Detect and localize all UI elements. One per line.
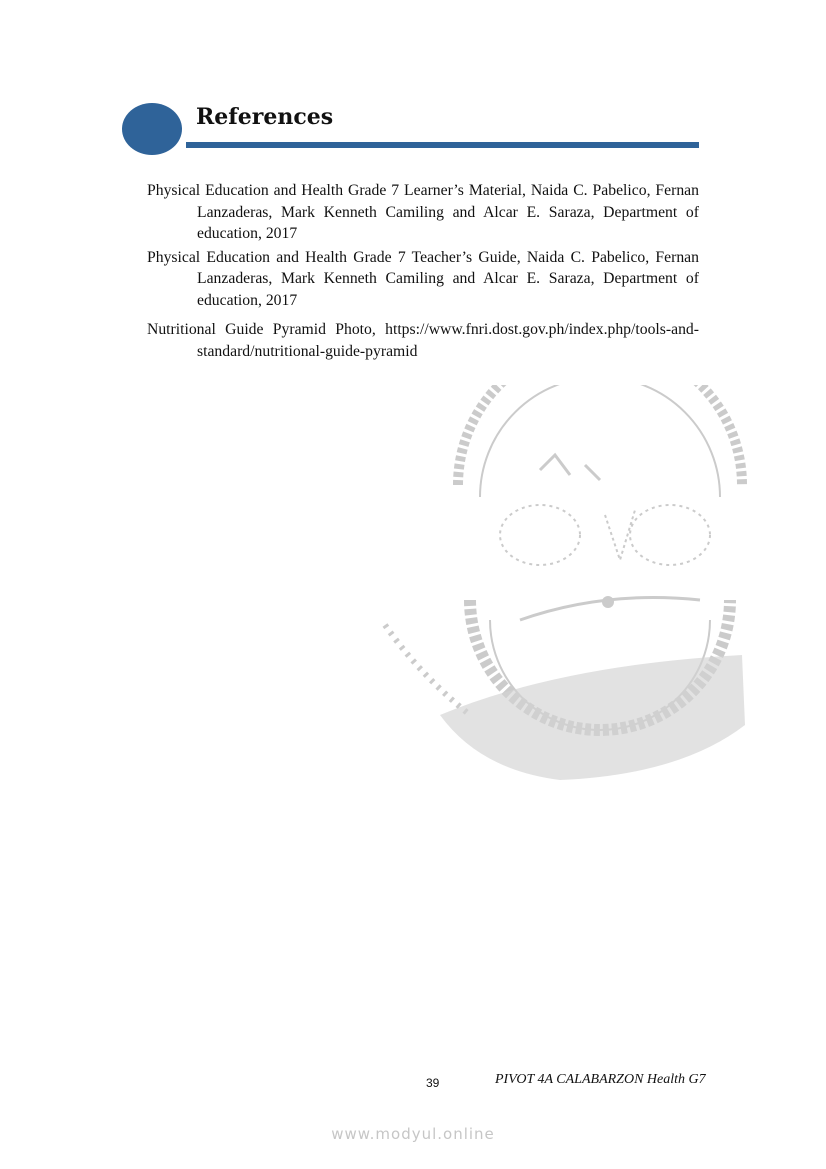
footer-title: PIVOT 4A CALABARZON Health G7 [495, 1072, 706, 1087]
reference-item: Nutritional Guide Pyramid Photo, https://www.fnri.dost.gov.ph/index.php/tools-and-standard/nutritional-guide-pyramid [147, 321, 699, 360]
reference-item: Physical Education and Health Grade 7 Teacher’s Guide, Naida C. Pabelico, Fernan Lanzaderas, Mark Kenneth Camiling and Alcar E. Saraza, Department of education, 2017 [147, 248, 699, 309]
website-watermark: www.modyul.online [331, 1125, 495, 1143]
page-title: References [196, 104, 334, 130]
reference-item: Physical Education and Health Grade 7 Learner’s Material, Naida C. Pabelico, Fernan Lanzaderas, Mark Kenneth Camiling and Alcar E. Saraza, Department of education, 2017 [147, 182, 699, 242]
title-underline [186, 142, 699, 148]
seal-watermark-icon [380, 385, 750, 785]
page-number: 39 [426, 1076, 440, 1090]
section-bullet-circle [122, 103, 182, 155]
references-list [147, 180, 699, 364]
